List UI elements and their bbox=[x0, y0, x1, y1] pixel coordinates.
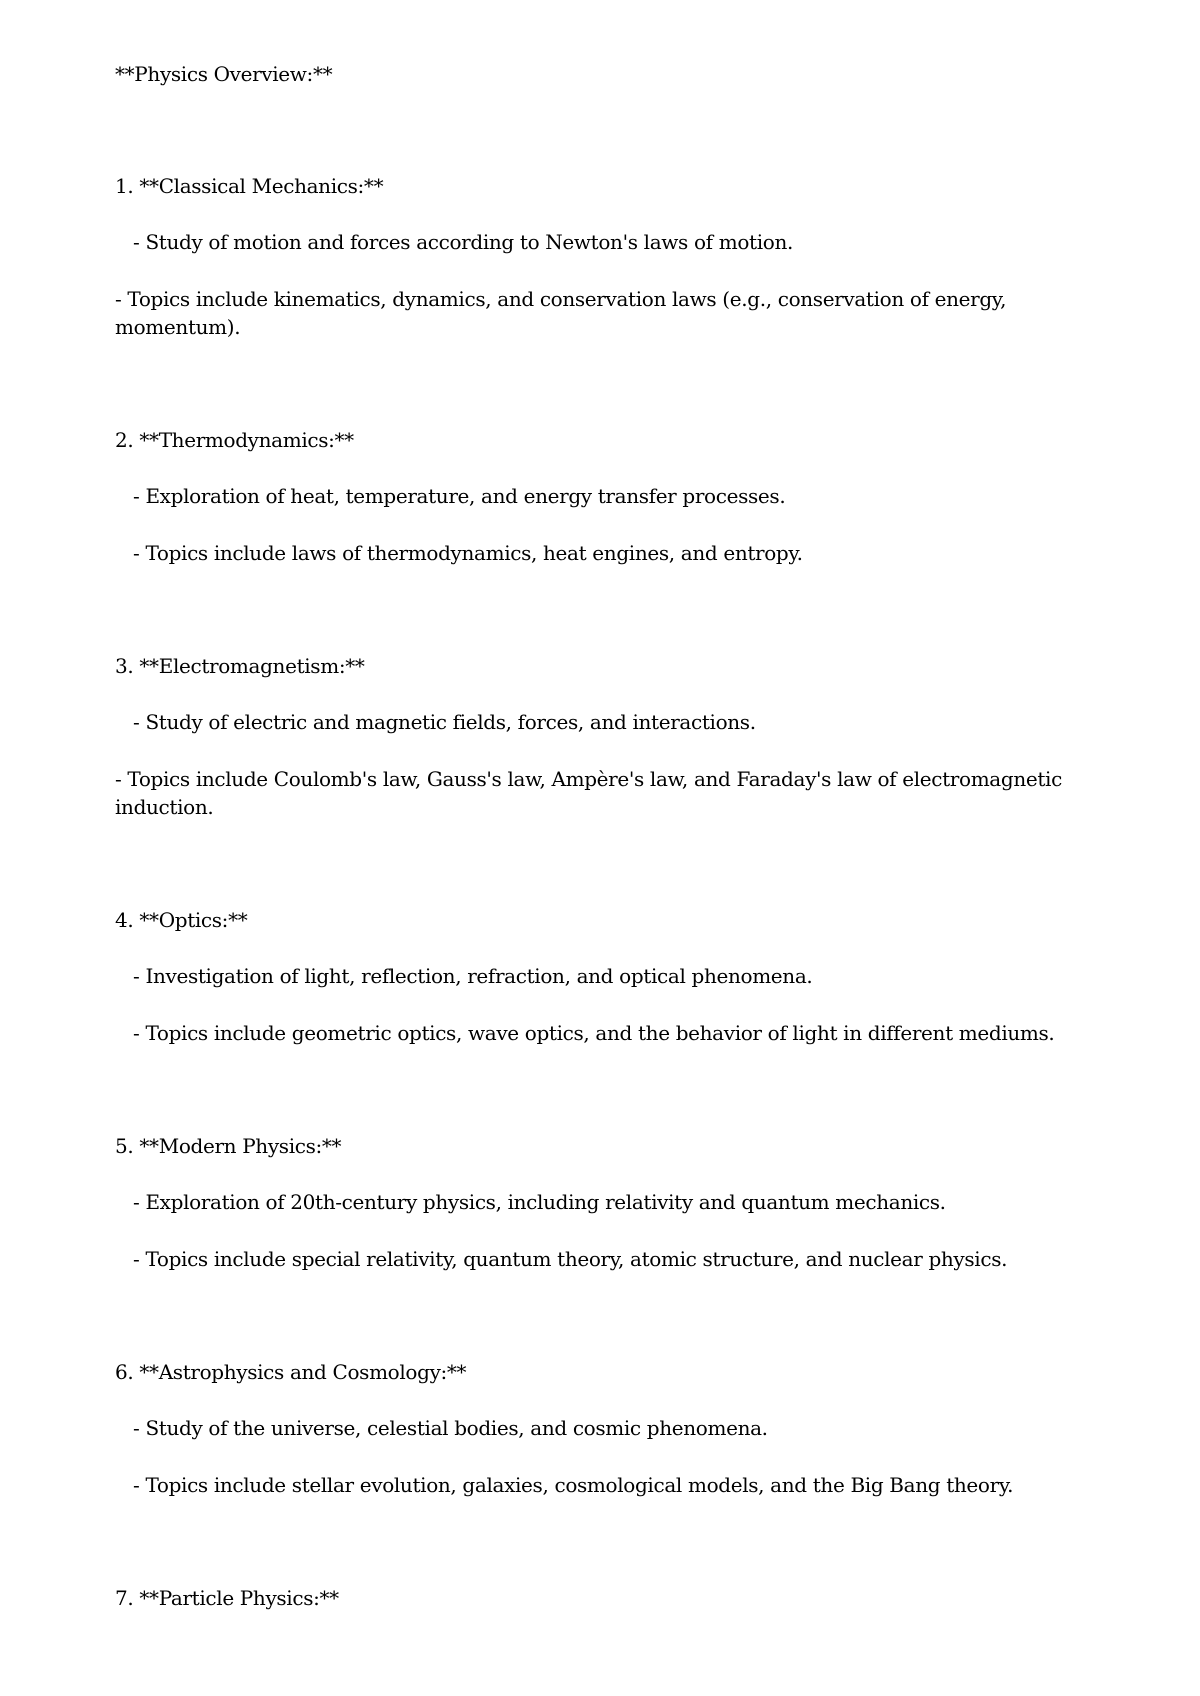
document-title: **Physics Overview:** bbox=[115, 62, 333, 86]
section-bullet: - Study of motion and forces according to Newton's laws of motion. bbox=[115, 230, 793, 254]
section-bullet: - Topics include laws of thermodynamics, heat engines, and entropy. bbox=[115, 541, 803, 565]
section-heading: 5. **Modern Physics:** bbox=[115, 1134, 342, 1158]
section-bullet: - Topics include stellar evolution, galaxies, cosmological models, and the Big Bang theory. bbox=[115, 1473, 1014, 1497]
section-heading: 6. **Astrophysics and Cosmology:** bbox=[115, 1360, 467, 1384]
section-heading: 2. **Thermodynamics:** bbox=[115, 428, 354, 452]
section-heading: 1. **Classical Mechanics:** bbox=[115, 174, 384, 198]
section-bullet: - Study of the universe, celestial bodies, and cosmic phenomena. bbox=[115, 1416, 768, 1440]
section-bullet: - Study of electric and magnetic fields, forces, and interactions. bbox=[115, 710, 756, 734]
section-heading: 3. **Electromagnetism:** bbox=[115, 654, 365, 678]
section-bullet: - Exploration of 20th-century physics, including relativity and quantum mechanics. bbox=[115, 1190, 946, 1214]
section-bullet: - Topics include kinematics, dynamics, and conservation laws (e.g., conservation of energy, momentum). bbox=[115, 287, 1007, 339]
section-bullet: - Topics include geometric optics, wave optics, and the behavior of light in different mediums. bbox=[115, 1021, 1055, 1045]
section-bullet: - Topics include Coulomb's law, Gauss's law, Ampère's law, and Faraday's law of electromagnetic induction. bbox=[115, 767, 1062, 819]
section-heading: 7. **Particle Physics:** bbox=[115, 1586, 339, 1610]
section-bullet: - Topics include special relativity, quantum theory, atomic structure, and nuclear physics. bbox=[115, 1247, 1008, 1271]
section-bullet: - Exploration of heat, temperature, and energy transfer processes. bbox=[115, 484, 786, 508]
section-heading: 4. **Optics:** bbox=[115, 908, 248, 932]
section-bullet: - Investigation of light, reflection, refraction, and optical phenomena. bbox=[115, 964, 813, 988]
